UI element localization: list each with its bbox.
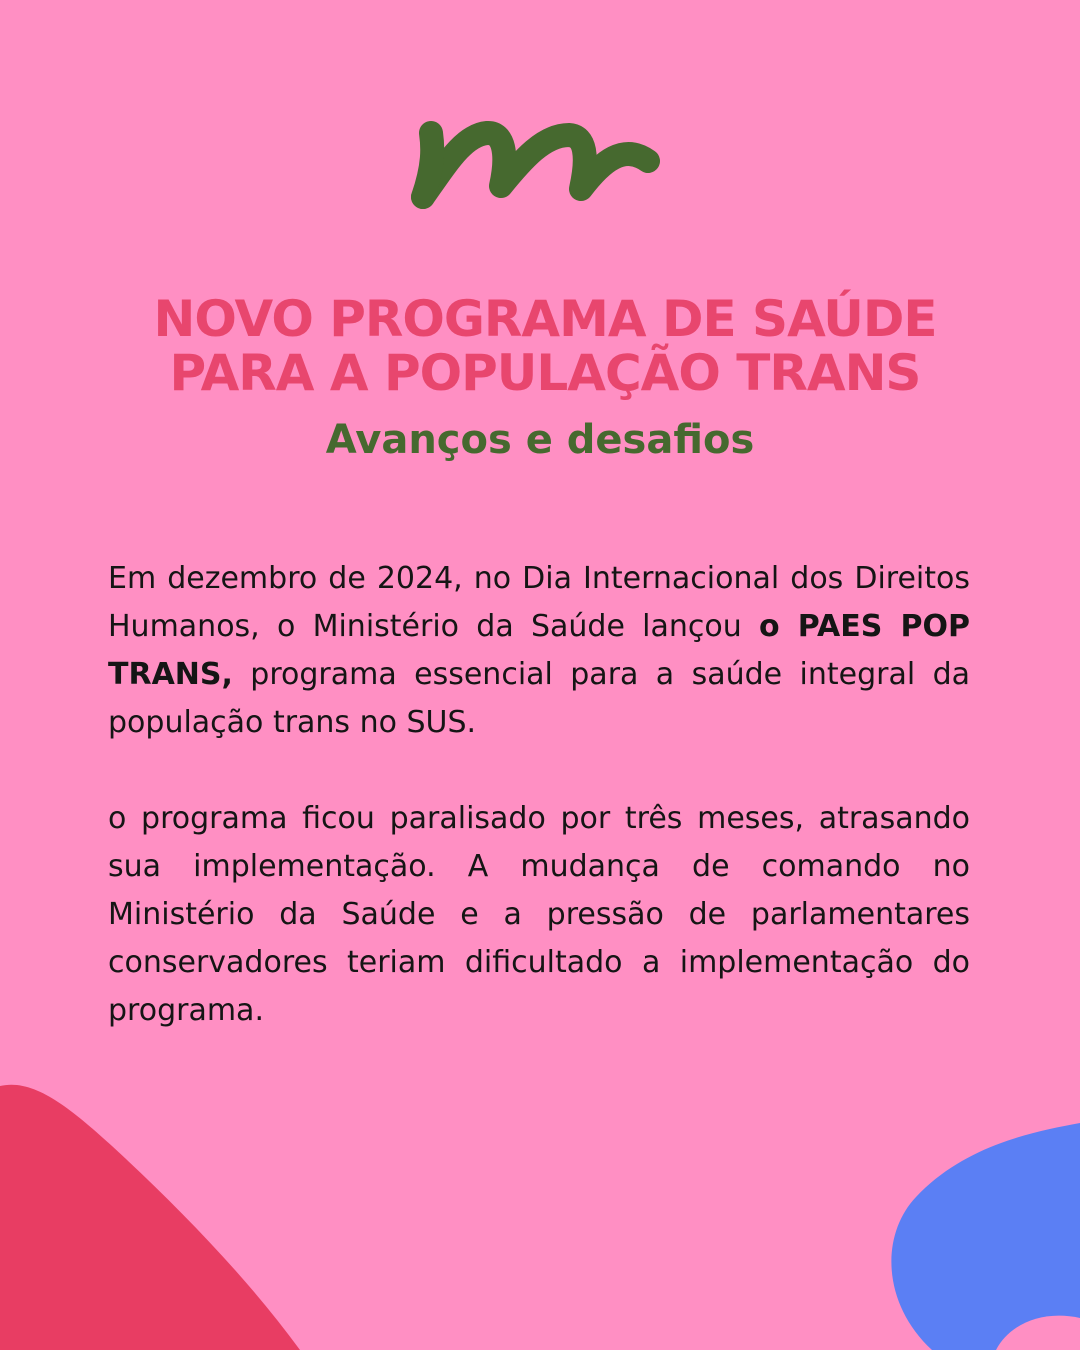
logo-icon <box>405 105 675 220</box>
program-name-highlight: o PAES POP TRANS, <box>108 609 971 692</box>
paragraph-delay: o programa ficou paralisado por três meses, atrasando sua implementação. A mudança de comando no Ministério da Saúde e a pressão de parlamentares conservadores teriam dificultado a implementação do programa. <box>108 801 970 1028</box>
blue-decorative-blob <box>880 1120 1080 1350</box>
paragraph-launch-rest: programa essencial para a saúde integral da população trans no SUS. <box>108 657 970 740</box>
page-title <box>90 292 1000 400</box>
paragraph-launch-intro: Em dezembro de 2024, no Dia Internacional dos Direitos Humanos, o Ministério da Saúde lançou <box>108 561 970 644</box>
paragraph-launch <box>108 555 970 747</box>
red-decorative-blob <box>0 1070 360 1350</box>
title-line-1: NOVO PROGRAMA DE SAÚDE <box>153 290 937 348</box>
title-line-2: PARA A POPULAÇÃO TRANS <box>169 344 921 402</box>
page-subtitle: Avanços e desafios <box>325 417 755 463</box>
